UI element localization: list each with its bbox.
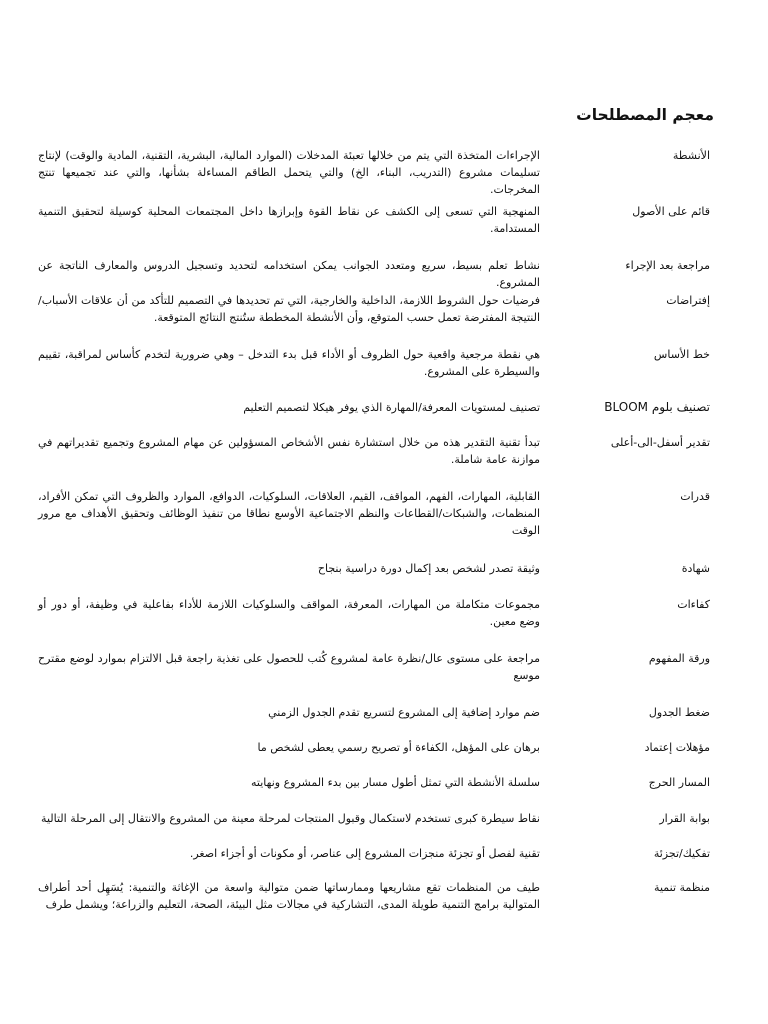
glossary-definition: هي نقطة مرجعية واقعية حول الظروف أو الأداء قبل بدء التدخل – وهي ضرورية لتخدم كأساس لمراقبة، تقييم والسيطرة على المشروع.	[38, 348, 540, 378]
glossary-term: منظمة تنمية	[654, 881, 710, 894]
glossary-term: ورقة المفهوم	[648, 652, 710, 665]
glossary-definition: القابلية، المهارات، الفهم، المواقف، القيم، العلاقات، السلوكيات، الدوافع، الموارد والظروف التي تمكن الأفراد، المنظمات، والشبكات/القطاعات والنظم الاجتماعية الأوسع نطاقا من تنفيذ الوظائف وتحقيق الأهداف مع مرور الوقت	[38, 490, 540, 537]
page-title: معجم المصطلحات	[576, 106, 714, 124]
glossary-definition: تبدأ تقنية التقدير هذه من خلال استشارة نفس الأشخاص المسؤولين عن مهام المشروع وتجميع تقديراتهم في موازنة عامة شاملة.	[38, 436, 540, 466]
glossary-term: قدرات	[680, 490, 710, 503]
glossary-term: المسار الحرج	[648, 776, 710, 789]
glossary-definition: تصنيف لمستويات المعرفة/المهارة الذي يوفر هيكلا لتصميم التعليم	[243, 401, 540, 414]
glossary-definition: برهان على المؤهل، الكفاءة أو تصريح رسمي يعطى لشخص ما	[257, 741, 540, 754]
glossary-term: مؤهلات إعتماد	[644, 741, 710, 754]
glossary-term: تصنيف بلوم BLOOM	[604, 400, 710, 414]
glossary-term: ضغط الجدول	[648, 706, 710, 719]
glossary-term: شهادة	[681, 562, 710, 575]
glossary-definition: فرضيات حول الشروط اللازمة، الداخلية والخارجية، التي تم تحديدها في التصميم للتأكد من أن علاقات الأسباب/النتيجة المفترضة تعمل حسب المتوقع، وأن الأنشطة المخططة ستُنتج النتائج المتوقعة.	[38, 294, 540, 324]
glossary-term: مراجعة بعد الإجراء	[625, 259, 710, 272]
glossary-definition: نشاط تعلم بسيط، سريع ومتعدد الجوانب يمكن استخدامه لتحديد وتسجيل الدروس والمعارف الناتجة عن المشروع.	[38, 259, 540, 289]
glossary-definition: الإجراءات المتخذة التي يتم من خلالها تعبئة المدخلات (الموارد المالية، البشرية، التقنية، المادية والوقت) لإنتاج تسليمات مشروع (التدريب، البناء، الخ) والتي يتحمل الطاقم المساءلة بشأنها، والتي عند تجميعها تنتج المخرجات.	[38, 149, 540, 196]
glossary-term: تفكيك/تجزئة	[653, 847, 710, 860]
glossary-term: تقدير أسفل-الى-أعلى	[610, 436, 710, 449]
glossary-definition: نقاط سيطرة كبرى تستخدم لاستكمال وقبول المنتجات لمرحلة معينة من المشروع والانتقال إلى المرحلة التالية	[41, 812, 540, 825]
glossary-definition: مراجعة على مستوى عال/نظرة عامة لمشروع كُتب للحصول على تغذية راجعة قبل الالتزام بموارد لوضع مقترح موسع	[38, 652, 540, 682]
glossary-definition: المنهجية التي تسعى إلى الكشف عن نقاط القوة وإبرازها داخل المجتمعات المحلية كوسيلة لتحقيق التنمية المستدامة.	[38, 205, 540, 235]
glossary-term: خط الأساس	[653, 348, 710, 361]
glossary-term: قائم على الأصول	[632, 205, 710, 218]
glossary-definition: مجموعات متكاملة من المهارات، المعرفة، المواقف والسلوكيات اللازمة للأداء بفاعلية في وظيفة، أو دور أو وضع معين.	[38, 598, 540, 628]
glossary-term: إفتراضات	[666, 294, 710, 307]
glossary-term: الأنشطة	[672, 149, 710, 162]
glossary-definition: سلسلة الأنشطة التي تمثل أطول مسار بين بدء المشروع ونهايته	[251, 776, 540, 789]
glossary-definition: وثيقة تصدر لشخص بعد إكمال دورة دراسية بنجاح	[317, 562, 540, 575]
glossary-term: بوابة القرار	[659, 812, 710, 825]
glossary-definition: طيف من المنظمات تقع مشاريعها وممارساتها ضمن متوالية واسعة من الإغاثة والتنمية: يُسَهِل أحد أطراف المتوالية برامج التنمية طويلة المدى، التشاركية في مجالات مثل البيئة، الصحة، التعليم والزراعة؛ ويشمل طرف	[38, 881, 540, 911]
glossary-term: كفاءات	[677, 598, 710, 611]
glossary-definition: ضم موارد إضافية إلى المشروع لتسريع تقدم الجدول الزمني	[268, 706, 540, 719]
glossary-definition: تقنية لفصل أو تجزئة منجزات المشروع إلى عناصر، أو مكونات أو أجزاء اصغر.	[189, 847, 540, 860]
